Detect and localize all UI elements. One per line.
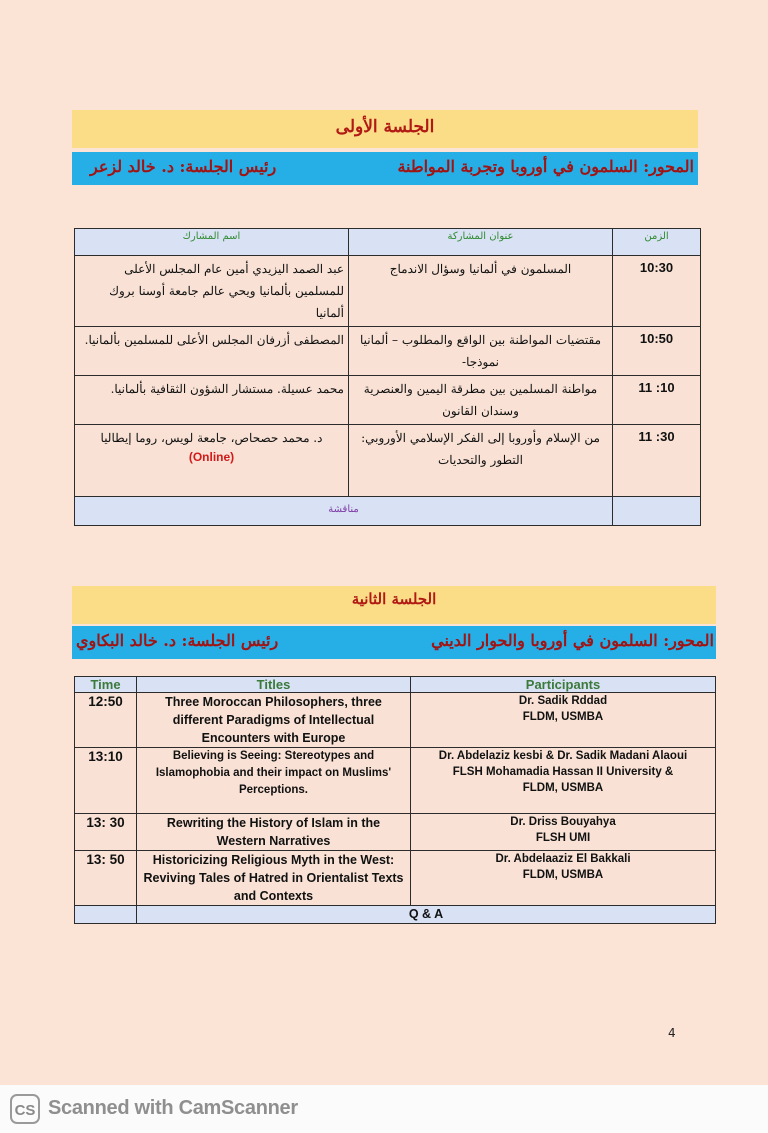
table-row [75, 814, 716, 851]
table-row [75, 851, 716, 906]
session1-title: الجلسة الأولى [335, 117, 435, 137]
participant-line: FLSH Mohamadia Hassan II University & [452, 766, 674, 778]
header-title: عنوان المشاركة [349, 229, 613, 256]
session2-title: الجلسة الثانية [351, 590, 437, 608]
session1-chair: رئيس الجلسة: د. خالد لزعر [90, 157, 277, 176]
participant-cell: المصطفى أزرفان المجلس الأعلى للمسلمين بألمانيا. [75, 327, 349, 376]
qa-cell: Q & A [137, 906, 716, 924]
title-cell: Believing is Seeing: Stereotypes and Islamophobia and their impact on Muslims' Perceptions. [137, 748, 411, 814]
participant-line: FLDM, USMBA [522, 869, 604, 881]
session2-chair: رئيس الجلسة: د. خالد البكاوي [76, 631, 279, 650]
participant-line: FLSH UMI [535, 832, 591, 844]
online-badge: (Online) [188, 450, 235, 464]
participant-cell [411, 748, 716, 814]
title-cell: Three Moroccan Philosophers, three different Paradigms of Intellectual Encounters with Europe [137, 693, 411, 748]
header-participant: اسم المشارك [75, 229, 349, 256]
participant-cell: عبد الصمد اليزيدي أمين عام المجلس الأعلى للمسلمين بألمانيا ويحي عالم جامعة أوسنا بروك ألمانيا [75, 256, 349, 327]
page-number: 4 [668, 1026, 676, 1040]
table-row [75, 376, 701, 425]
time-cell: 13: 30 [75, 814, 137, 851]
discussion-row [75, 497, 701, 526]
qa-row [75, 906, 716, 924]
participant-line: FLDM, USMBA [522, 711, 604, 723]
session2-axis: المحور: السلمون في أوروبا والحوار الديني [431, 631, 714, 650]
participant-cell [411, 814, 716, 851]
title-cell: Historicizing Religious Myth in the West: Reviving Tales of Hatred in Orientalist Texts and Contexts [137, 851, 411, 906]
time-cell: 13: 50 [75, 851, 137, 906]
session1-axis: المحور: السلمون في أوروبا وتجربة المواطنة [397, 157, 694, 176]
session1-info-band [72, 152, 698, 185]
header-participant: Participants [411, 677, 716, 693]
participant-line: Dr. Abdelaziz kesbi & Dr. Sadik Madani Alaoui [438, 750, 688, 762]
time-cell: 13:10 [75, 748, 137, 814]
table-row [75, 693, 716, 748]
discussion-label: مناقشة [328, 504, 359, 515]
table-row [75, 256, 701, 327]
camscanner-logo-icon: CS [10, 1094, 40, 1124]
time-cell: 12:50 [75, 693, 137, 748]
participant-name: د. محمد حصحاص، جامعة لويس، روما إيطاليا [100, 431, 323, 445]
session1-table [74, 228, 701, 526]
session1-header-row [75, 229, 701, 256]
table-row [75, 425, 701, 497]
session2-table [74, 676, 716, 924]
discussion-cell [75, 497, 613, 526]
title-cell: Rewriting the History of Islam in the Western Narratives [137, 814, 411, 851]
title-cell: من الإسلام وأوروبا إلى الفكر الإسلامي الأوروبي: التطور والتحديات [349, 425, 613, 497]
time-cell: 10:30 [613, 256, 701, 327]
participant-cell [75, 425, 349, 497]
table-row [75, 748, 716, 814]
participant-line: Dr. Abdelaaziz El Bakkali [495, 853, 631, 865]
session2-header-row [75, 677, 716, 693]
participant-cell: محمد عسيلة. مستشار الشؤون الثقافية بألمانيا. [75, 376, 349, 425]
header-time: الزمن [613, 229, 701, 256]
time-cell: 10:50 [613, 327, 701, 376]
qa-empty-cell [75, 906, 137, 924]
participant-line: Dr. Driss Bouyahya [510, 816, 616, 828]
table-row [75, 327, 701, 376]
header-time: Time [75, 677, 137, 693]
participant-cell [411, 693, 716, 748]
header-title: Titles [137, 677, 411, 693]
session2-title-band [72, 586, 716, 624]
session1-title-band [72, 110, 698, 148]
time-cell: 11 :30 [613, 425, 701, 497]
time-cell: 11 :10 [613, 376, 701, 425]
title-cell: مقتضيات المواطنة بين الواقع والمطلوب – ألمانيا نموذجا- [349, 327, 613, 376]
participant-cell [411, 851, 716, 906]
camscanner-watermark-text: Scanned with CamScanner [48, 1097, 298, 1119]
discussion-empty-cell [613, 497, 701, 526]
participant-line: FLDM, USMBA [522, 782, 604, 794]
title-cell: المسلمون في ألمانيا وسؤال الاندماج [349, 256, 613, 327]
title-cell: مواطنة المسلمين بين مطرقة اليمين والعنصرية وسندان القانون [349, 376, 613, 425]
participant-line: Dr. Sadik Rddad [518, 695, 608, 707]
session2-info-band [72, 626, 716, 659]
